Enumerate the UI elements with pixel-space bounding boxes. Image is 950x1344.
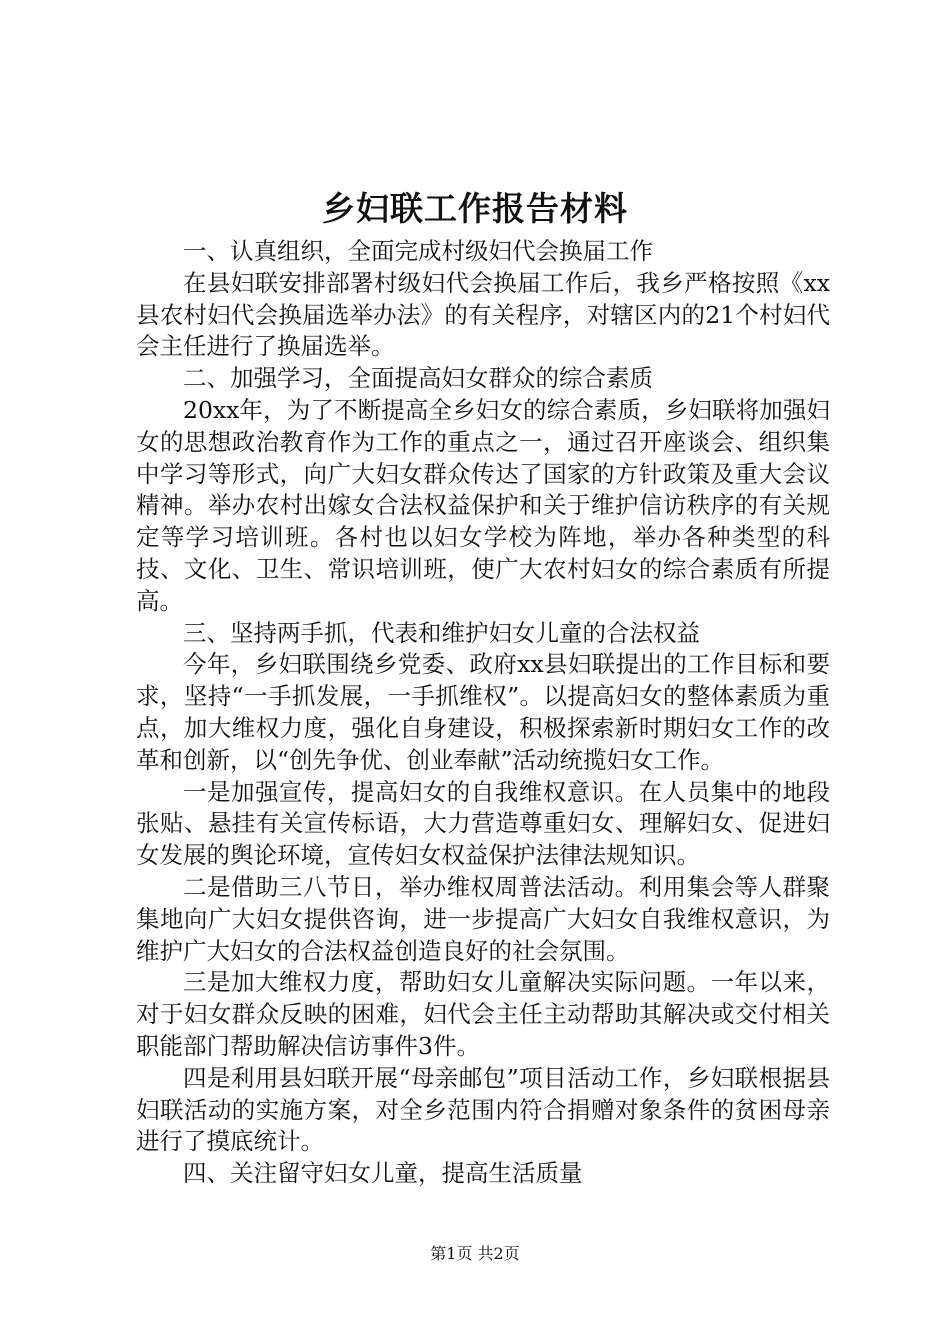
paragraph: 20xx年，为了不断提高全乡妇女的综合素质，乡妇联将加强妇女的思想政治教育作为工作的重点之一，通过召开座谈会、组织集中学习等形式，向广大妇女群众传达了国家的方针政策及重大会议精神。举办农村出嫁女合法权益保护和关于维护信访秩序的有关规定等学习培训班。各村也以妇女学校为阵地，举办各种类型的科技、文化、卫生、常识培训班，使广大农村妇女的综合素质有所提高。 — [136, 395, 830, 615]
paragraph: 三是加大维权力度，帮助妇女儿童解决实际问题。一年以来，对于妇女群众反映的困难，妇代会主任主动帮助其解决或交付相关职能部门帮助解决信访事件3件。 — [136, 968, 830, 1060]
section-heading-4: 四、关注留守妇女儿童，提高生活质量 — [183, 1159, 583, 1188]
paragraph: 一是加强宣传，提高妇女的自我维权意识。在人员集中的地段张贴、悬挂有关宣传标语，大力营造尊重妇女、理解妇女、促进妇女发展的舆论环境，宣传妇女权益保护法律法规知识。 — [136, 777, 830, 870]
paragraph: 二是借助三八节日，举办维权周普法活动。利用集会等人群聚集地向广大妇女提供咨询，进一步提高广大妇女自我维权意识，为维护广大妇女的合法权益创造良好的社会氛围。 — [136, 872, 830, 965]
document-title: 乡妇联工作报告材料 — [322, 189, 628, 228]
paragraph: 今年，乡妇联围绕乡党委、政府xx县妇联提出的工作目标和要求，坚持“一手抓发展，一手抓维权”。以提高妇女的整体素质为重点，加大维权力度，强化自身建设，积极探索新时期妇女工作的改革和创新，以“创先争优、创业奉献”活动统揽妇女工作。 — [136, 650, 830, 774]
section-heading-3: 三、坚持两手抓，代表和维护妇女儿童的合法权益 — [183, 618, 700, 647]
section-heading-2: 二、加强学习，全面提高妇女群众的综合素质 — [183, 364, 653, 393]
paragraph: 在县妇联安排部署村级妇代会换届工作后，我乡严格按照《xx县农村妇代会换届选举办法》的有关程序，对辖区内的21个村妇代会主任进行了换届选举。 — [136, 268, 830, 361]
page-number: 第1页 共2页 — [430, 1244, 520, 1263]
section-heading-1: 一、认真组织，全面完成村级妇代会换届工作 — [183, 237, 653, 265]
paragraph: 四是利用县妇联开展“母亲邮包”项目活动工作，乡妇联根据县妇联活动的实施方案，对全乡范围内符合捐赠对象条件的贫困母亲进行了摸底统计。 — [136, 1063, 830, 1156]
document-body — [136, 236, 830, 1190]
